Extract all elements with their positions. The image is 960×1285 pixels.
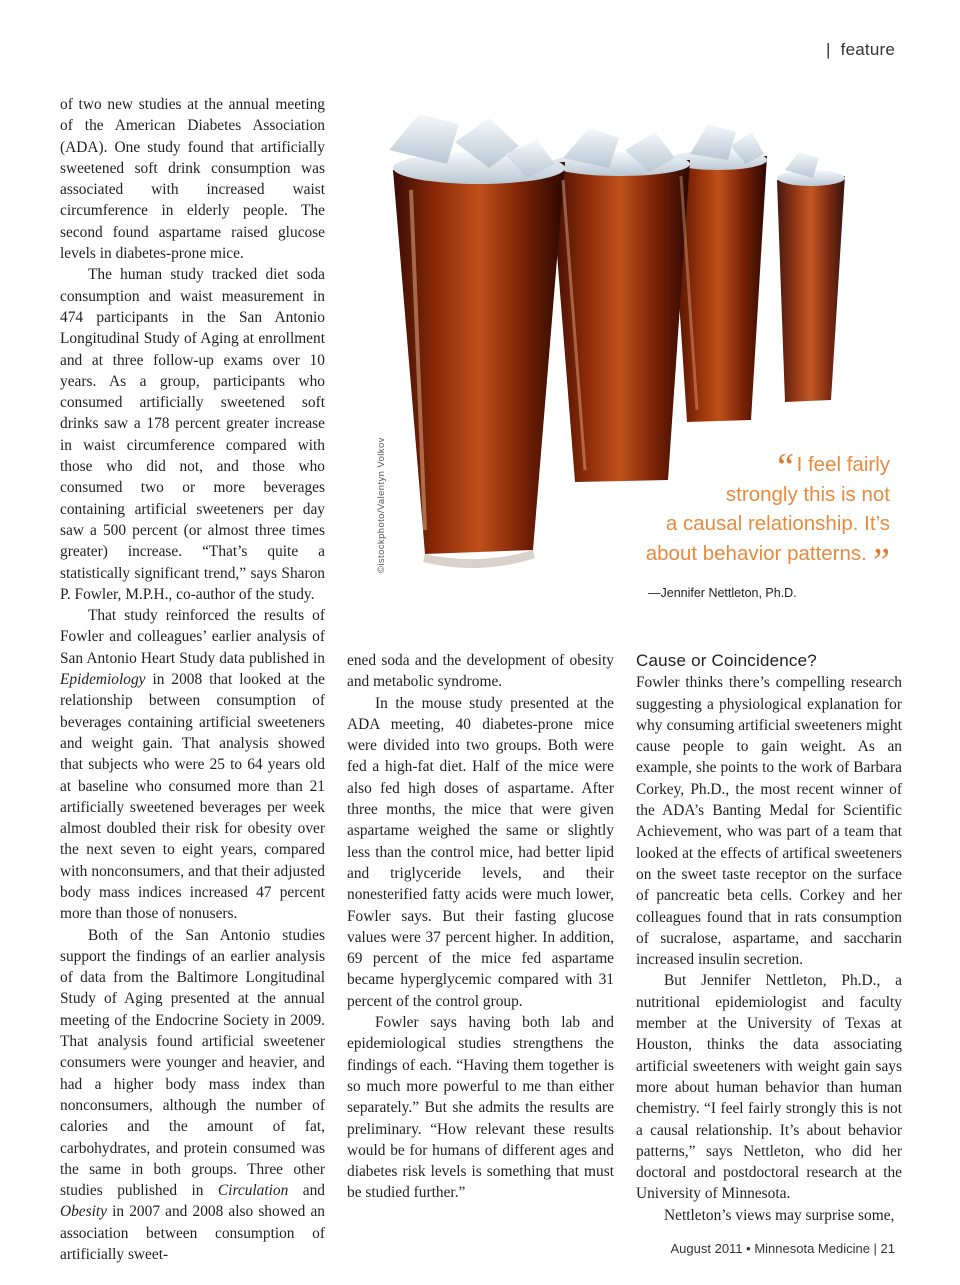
journal-title: Obesity xyxy=(60,1203,108,1221)
text-run: and xyxy=(288,1182,325,1200)
paragraph: Fowler says having both lab and epidemiological studies strengthens the findings of each. “Having them together is so much more powerful to me than either separately.” But she admits the results are preliminary. “How relevant these results would be for humans of different ages and diabetes risk levels is something that must be studied further.” xyxy=(347,1014,614,1202)
paragraph: But Jennifer Nettleton, Ph.D., a nutritional epidemiologist and faculty member at the University of Texas at Houston, thinks the data associating artificial sweeteners with weight gain says more about human behavior than human chemistry. “I feel fairly strongly this is not a causal relationship. It’s about behavior patterns,” says Nettleton, who did her doctoral and postdoctoral research at the University of Minnesota. xyxy=(636,972,902,1203)
section-name: feature xyxy=(840,40,895,59)
pull-quote-line: a causal relationship. It’s xyxy=(665,512,890,535)
journal-title: Circulation xyxy=(217,1182,289,1200)
text-run: Both of the San Antonio studies support the findings of an earlier analysis of data from the Baltimore Longitudinal Study of Aging presented at the annual meeting of the Endocrine Society in 2009. That analysis found artificial sweetener consumers were younger and heavier, and had a higher body mass index than nonconsumers, although the number of calories and the amount of fat, carbohydrates, and protein consumed was the same in both groups. Three other studies published in xyxy=(60,926,325,1200)
paragraph: ened soda and the development of obesity and metabolic syndrome. xyxy=(347,652,614,691)
section-heading: Cause or Coincidence? xyxy=(636,651,817,670)
column-2 xyxy=(347,650,614,1204)
photo-credit: ©istockphoto/Valentyn Volkov xyxy=(376,437,387,573)
paragraph: Nettleton’s views may surprise some, xyxy=(664,1206,895,1224)
pull-quote xyxy=(600,446,890,583)
text-run: in 2008 that looked at the relationship between consumption of beverages containing artificial sweeteners and weight gain. That analysis showed that subjects who were 25 to 64 years old at baseline who consumed more than 21 artificially sweetened beverages per week almost doubled their risk for obesity over the next seven to eight years, compared with nonconsumers, and that their adjusted body mass indices increased 47 percent more than those of nonusers. xyxy=(60,671,325,923)
paragraph: In the mouse study presented at the ADA meeting, 40 diabetes-prone mice were divided into two groups. Both were fed a high-fat diet. Half of the mice were also fed high doses of aspartame. After three months, the mice that were given aspartame weighed the same or slightly less than the control mice, had better lipid and triglyceride levels, and their nonesterified fatty acids were much lower, Fowler says. But their fasting glucose values were 37 percent higher. In addition, 69 percent of the mice fed aspartame became hyperglycemic compared with 31 percent of the control group. xyxy=(347,694,614,1010)
paragraph: of two new studies at the annual meeting of the American Diabetes Association (ADA). One study found that artificially sweetened soft drink consumption was associated with increased waist circumference in elderly people. The second found aspartame raised glucose levels in diabetes-prone mice. xyxy=(60,96,325,263)
pull-quote-line: I feel fairly xyxy=(796,453,890,476)
close-quote-mark: ” xyxy=(868,540,890,583)
column-3 xyxy=(636,650,902,1226)
pull-quote-line: about behavior patterns. xyxy=(645,541,867,565)
journal-title: Epidemiology xyxy=(60,671,146,689)
open-quote-mark: “ xyxy=(773,446,795,488)
paragraph: Fowler thinks there’s compelling research suggesting a physiological explanation for why consuming artificial sweeteners might cause people to gain weight. As an example, she points to the work of Barbara Corkey, Ph.D., the most recent winner of the ADA’s Banting Medal for Scientific Achievement, who was part of a team that looked at the effects of artifical sweeteners on the sweet taste receptor on the surface of pancreatic beta cells. Corkey and her colleagues found that in rats consumption of sucralose, aspartame, and saccharin increased insulin secretion. xyxy=(636,674,902,969)
pull-quote-attribution: —Jennifer Nettleton, Ph.D. xyxy=(648,586,797,600)
paragraph xyxy=(60,605,325,924)
text-run: That study reinforced the results of Fowler and colleagues’ earlier analysis of San Antonio Heart Study data published in xyxy=(60,607,325,667)
paragraph xyxy=(60,925,325,1266)
pull-quote-line: strongly this is not xyxy=(725,482,890,506)
paragraph: The human study tracked diet soda consumption and waist measurement in 474 participants in the San Antonio Longitudinal Study of Aging at enrollment and at three follow-up exams over 10 years. As a group, participants who consumed artificially sweetened soft drinks saw a 178 percent greater increase in waist circumference compared with those who did not, and those who consumed two or more beverages containing artificial sweeteners per day saw a 500 percent (or almost three times greater) increase. “That’s quite a statistically significant trend,” says Sharon P. Fowler, M.P.H., co-author of the study. xyxy=(60,266,325,603)
text-run: in 2007 and 2008 also showed an association between consumption of artificially sweet- xyxy=(60,1203,325,1264)
page-footer: August 2011 • Minnesota Medicine | 21 xyxy=(670,1241,895,1256)
section-tag xyxy=(826,40,895,60)
section-separator: | xyxy=(826,40,831,59)
column-1 xyxy=(60,94,325,1265)
